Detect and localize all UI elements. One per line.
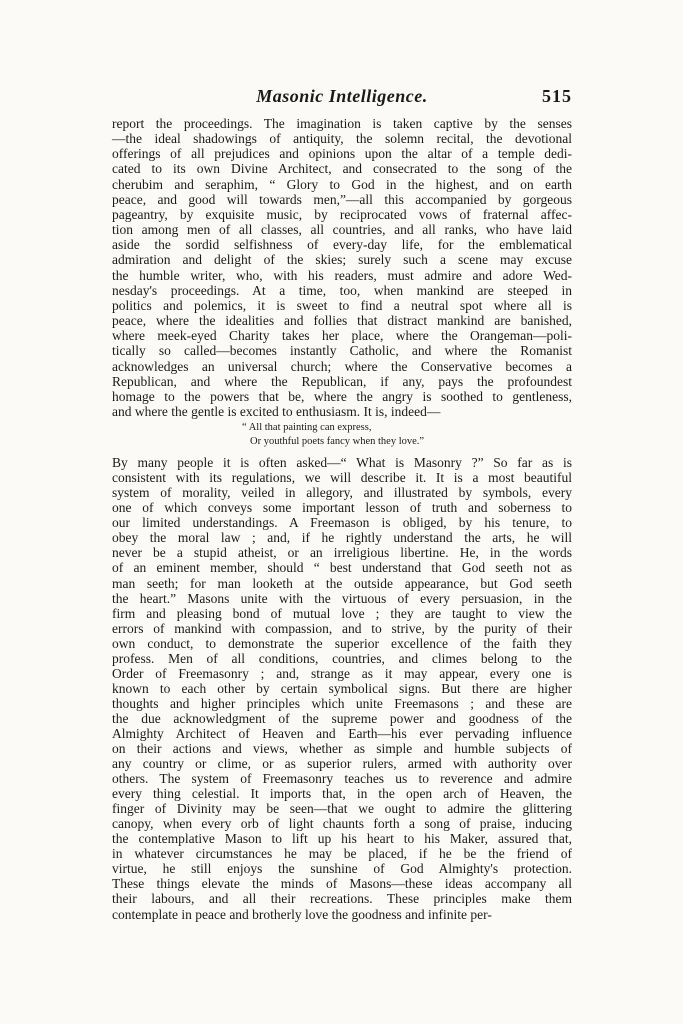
running-head (112, 86, 572, 110)
text-line: of an eminent member, should “ best understand that God seeth not as (112, 560, 572, 576)
text-line: where meek-eyed Charity takes her place, where the Orangeman—poli- (112, 328, 572, 344)
text-line: offerings of all prejudices and opinions upon the altar of a temple dedi- (112, 146, 572, 162)
book-page (112, 86, 572, 922)
text-line: any country or clime, or as superior rulers, armed with authority over (112, 756, 572, 772)
text-line: Almighty Architect of Heaven and Earth—his ever pervading influence (112, 725, 572, 741)
text-line: tion among men of all classes, all countries, and all ranks, who have laid (112, 222, 572, 238)
text-line: profess. Men of all conditions, countries, and climes belong to the (112, 650, 572, 666)
text-line: one of which conveys some important lesson of truth and soberness to (112, 500, 572, 516)
page-number: 515 (542, 86, 572, 106)
text-line: aside the sordid selfishness of every-day life, for the emblematical (112, 237, 572, 253)
text-line: acknowledges an universal church; where the Conservative becomes a (112, 358, 572, 374)
text-line: politics and polemics, it is sweet to find a neutral spot where all is (112, 297, 572, 313)
text-line: homage to the powers that be, where the angry is soothed to gentleness, (112, 388, 572, 404)
text-line: cherubim and seraphim, “ Glory to God in the highest, and on earth (112, 176, 572, 192)
verse-quotation (112, 421, 572, 449)
text-line: every thing celestial. It imports that, in the open arch of Heaven, the (112, 786, 572, 802)
text-line: Republican, and where the Republican, if any, pays the profoundest (112, 373, 572, 389)
text-line: thoughts and higher principles which unite Freemasons ; and these are (112, 695, 572, 711)
text-line: tically so called—becomes instantly Catholic, and where the Romanist (112, 343, 572, 359)
running-title: Masonic Intelligence. (256, 86, 428, 106)
text-line: consistent with its regulations, we will describe it. It is a most beautiful (112, 470, 572, 486)
text-line: own conduct, to demonstrate the superior excellence of the faith they (112, 635, 572, 651)
text-line: virtue, he still enjoys the sunshine of God Almighty's protection. (112, 861, 572, 877)
paragraph-1 (112, 116, 572, 419)
text-line: the heart.” Masons unite with the virtuous of every persuasion, in the (112, 590, 572, 606)
text-line: canopy, when every orb of light chaunts forth a song of praise, inducing (112, 816, 572, 832)
text-line: cated to its own Divine Architect, and consecrated to the song of the (112, 161, 572, 177)
text-line: errors of mankind with compassion, and to strive, by the purity of their (112, 620, 572, 636)
paragraph-2 (112, 455, 572, 921)
text-line: the humble writer, who, with his readers, must admire and adore Wed- (112, 267, 572, 283)
text-line: By many people it is often asked—“ What is Masonry ?” So far as is (112, 455, 572, 471)
text-line: peace, and good will towards men,”—all this accompanied by gorgeous (112, 191, 572, 207)
text-line: system of morality, veiled in allegory, and illustrated by symbols, every (112, 485, 572, 501)
text-line: pageantry, by exquisite music, by reciprocated vows of fraternal affec- (112, 206, 572, 222)
text-line: and where the gentle is excited to enthusiasm. It is, indeed— (112, 403, 441, 419)
text-line: contemplate in peace and brotherly love the goodness and infinite per- (112, 906, 492, 922)
text-line: nesday's proceedings. At a time, too, when mankind are steeped in (112, 282, 572, 298)
text-line: others. The system of Freemasonry teaches us to reverence and admire (112, 771, 572, 787)
text-line: peace, where the idealities and follies that distract mankind are banished, (112, 313, 572, 329)
text-line: the contemplative Mason to lift up his heart to his Maker, assured that, (112, 831, 572, 847)
text-line: —the ideal shadowings of antiquity, the solemn recital, the devotional (112, 131, 572, 147)
text-line: finger of Divinity may be seen—that we ought to admire the glittering (112, 801, 572, 817)
text-line: Order of Freemasonry ; and, strange as it may appear, every one is (112, 665, 572, 681)
text-line: known to each other by certain symbolical signs. But there are higher (112, 680, 572, 696)
text-line: in whatever circumstances he may be placed, if he be the friend of (112, 846, 572, 862)
text-line: man seeth; for man looketh at the outside appearance, but God seeth (112, 575, 572, 591)
text-line: admiration and delight of the skies; surely such a scene may excuse (112, 252, 572, 268)
quote-line: “ All that painting can express, (242, 422, 372, 434)
quote-line: Or youthful poets fancy when they love.” (250, 436, 425, 448)
text-line: on their actions and views, whether as simple and humble subjects of (112, 741, 572, 757)
text-line: These things elevate the minds of Masons—these ideas accompany all (112, 876, 572, 892)
text-line: the due acknowledgment of the supreme power and goodness of the (112, 710, 572, 726)
text-line: firm and pleasing bond of mutual love ; they are taught to view the (112, 605, 572, 621)
text-line: their labours, and all their recreations. These principles make them (112, 891, 572, 907)
text-line: never be a stupid atheist, or an irreligious libertine. He, in the words (112, 545, 572, 561)
text-line: report the proceedings. The imagination is taken captive by the senses (112, 116, 572, 131)
text-line: our limited understandings. A Freemason is obliged, by his tenure, to (112, 515, 572, 531)
text-line: obey the moral law ; and, if he rightly understand the arts, he will (112, 530, 572, 546)
